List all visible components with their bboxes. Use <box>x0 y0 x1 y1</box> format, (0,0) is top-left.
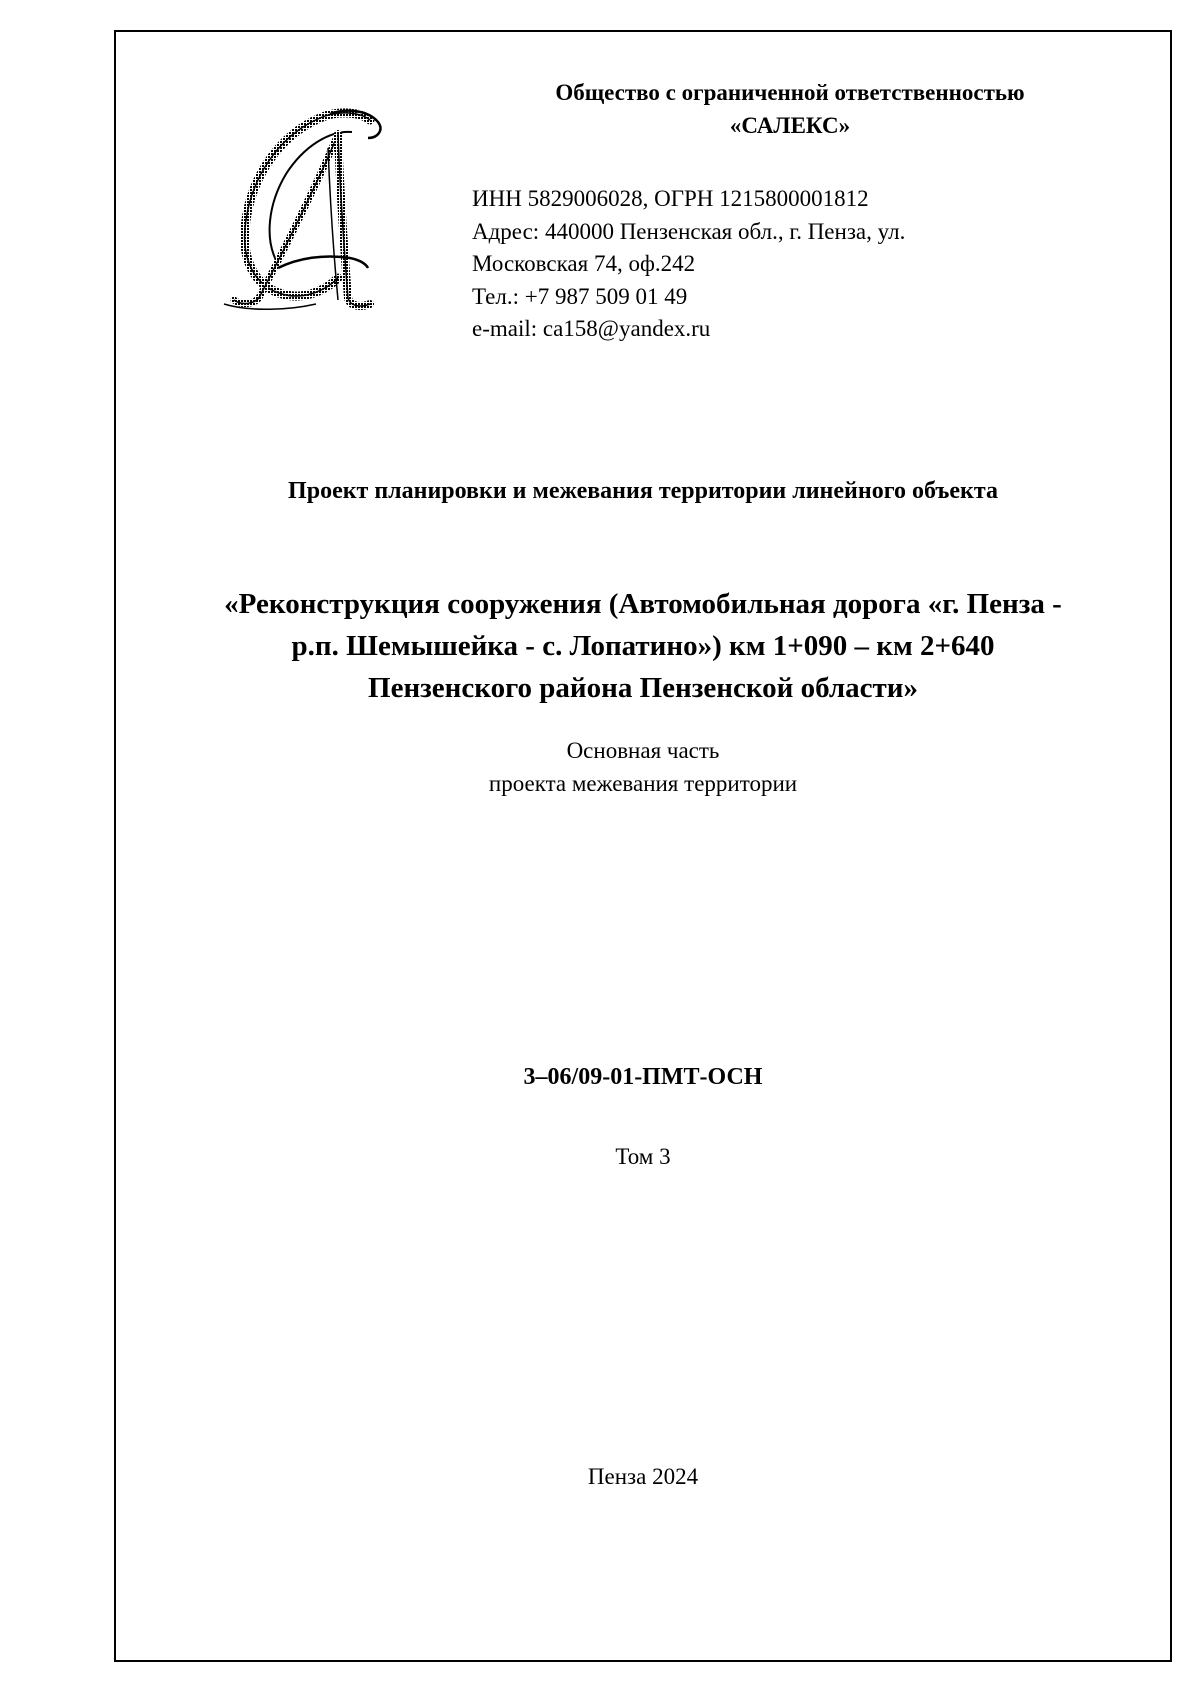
company-logo <box>220 108 400 318</box>
email: e-mail: ca158@yandex.ru <box>472 316 711 341</box>
organization-contacts <box>472 183 1112 346</box>
object-title <box>114 583 1172 709</box>
document-part-line-2: проекта межевания территории <box>488 771 798 796</box>
organization-name <box>470 76 1110 142</box>
object-title-line-3: Пензенского района Пензенской области» <box>368 672 918 704</box>
organization-type: Общество с ограниченной ответственностью <box>555 80 1025 105</box>
city-year: Пенза 2024 <box>587 1464 699 1489</box>
address-line-1: Адрес: 440000 Пензенская обл., г. Пенза, ул. <box>472 218 906 244</box>
organization-title: «САЛЕКС» <box>729 113 851 138</box>
phone: Тел.: +7 987 509 01 49 <box>472 283 688 309</box>
document-part <box>114 734 1172 800</box>
project-type-heading: Проект планировки и межевания территории линейного объекта <box>288 478 998 504</box>
document-part-line-1: Основная часть <box>566 738 720 763</box>
object-title-line-1: «Реконструкция сооружения (Автомобильная дорога «г. Пенза - <box>224 588 1062 620</box>
tax-ids: ИНН 5829006028, ОГРН 1215800001812 <box>472 186 869 211</box>
volume-number: Том 3 <box>615 1144 671 1169</box>
address-line-2: Московская 74, оф.242 <box>472 251 696 276</box>
document-code: 3–06/09-01-ПМТ-ОСН <box>523 1064 763 1090</box>
monogram-logo-icon <box>220 108 400 318</box>
object-title-line-2: р.п. Шемышейка - с. Лопатино») км 1+090 – км 2+640 <box>291 630 995 662</box>
